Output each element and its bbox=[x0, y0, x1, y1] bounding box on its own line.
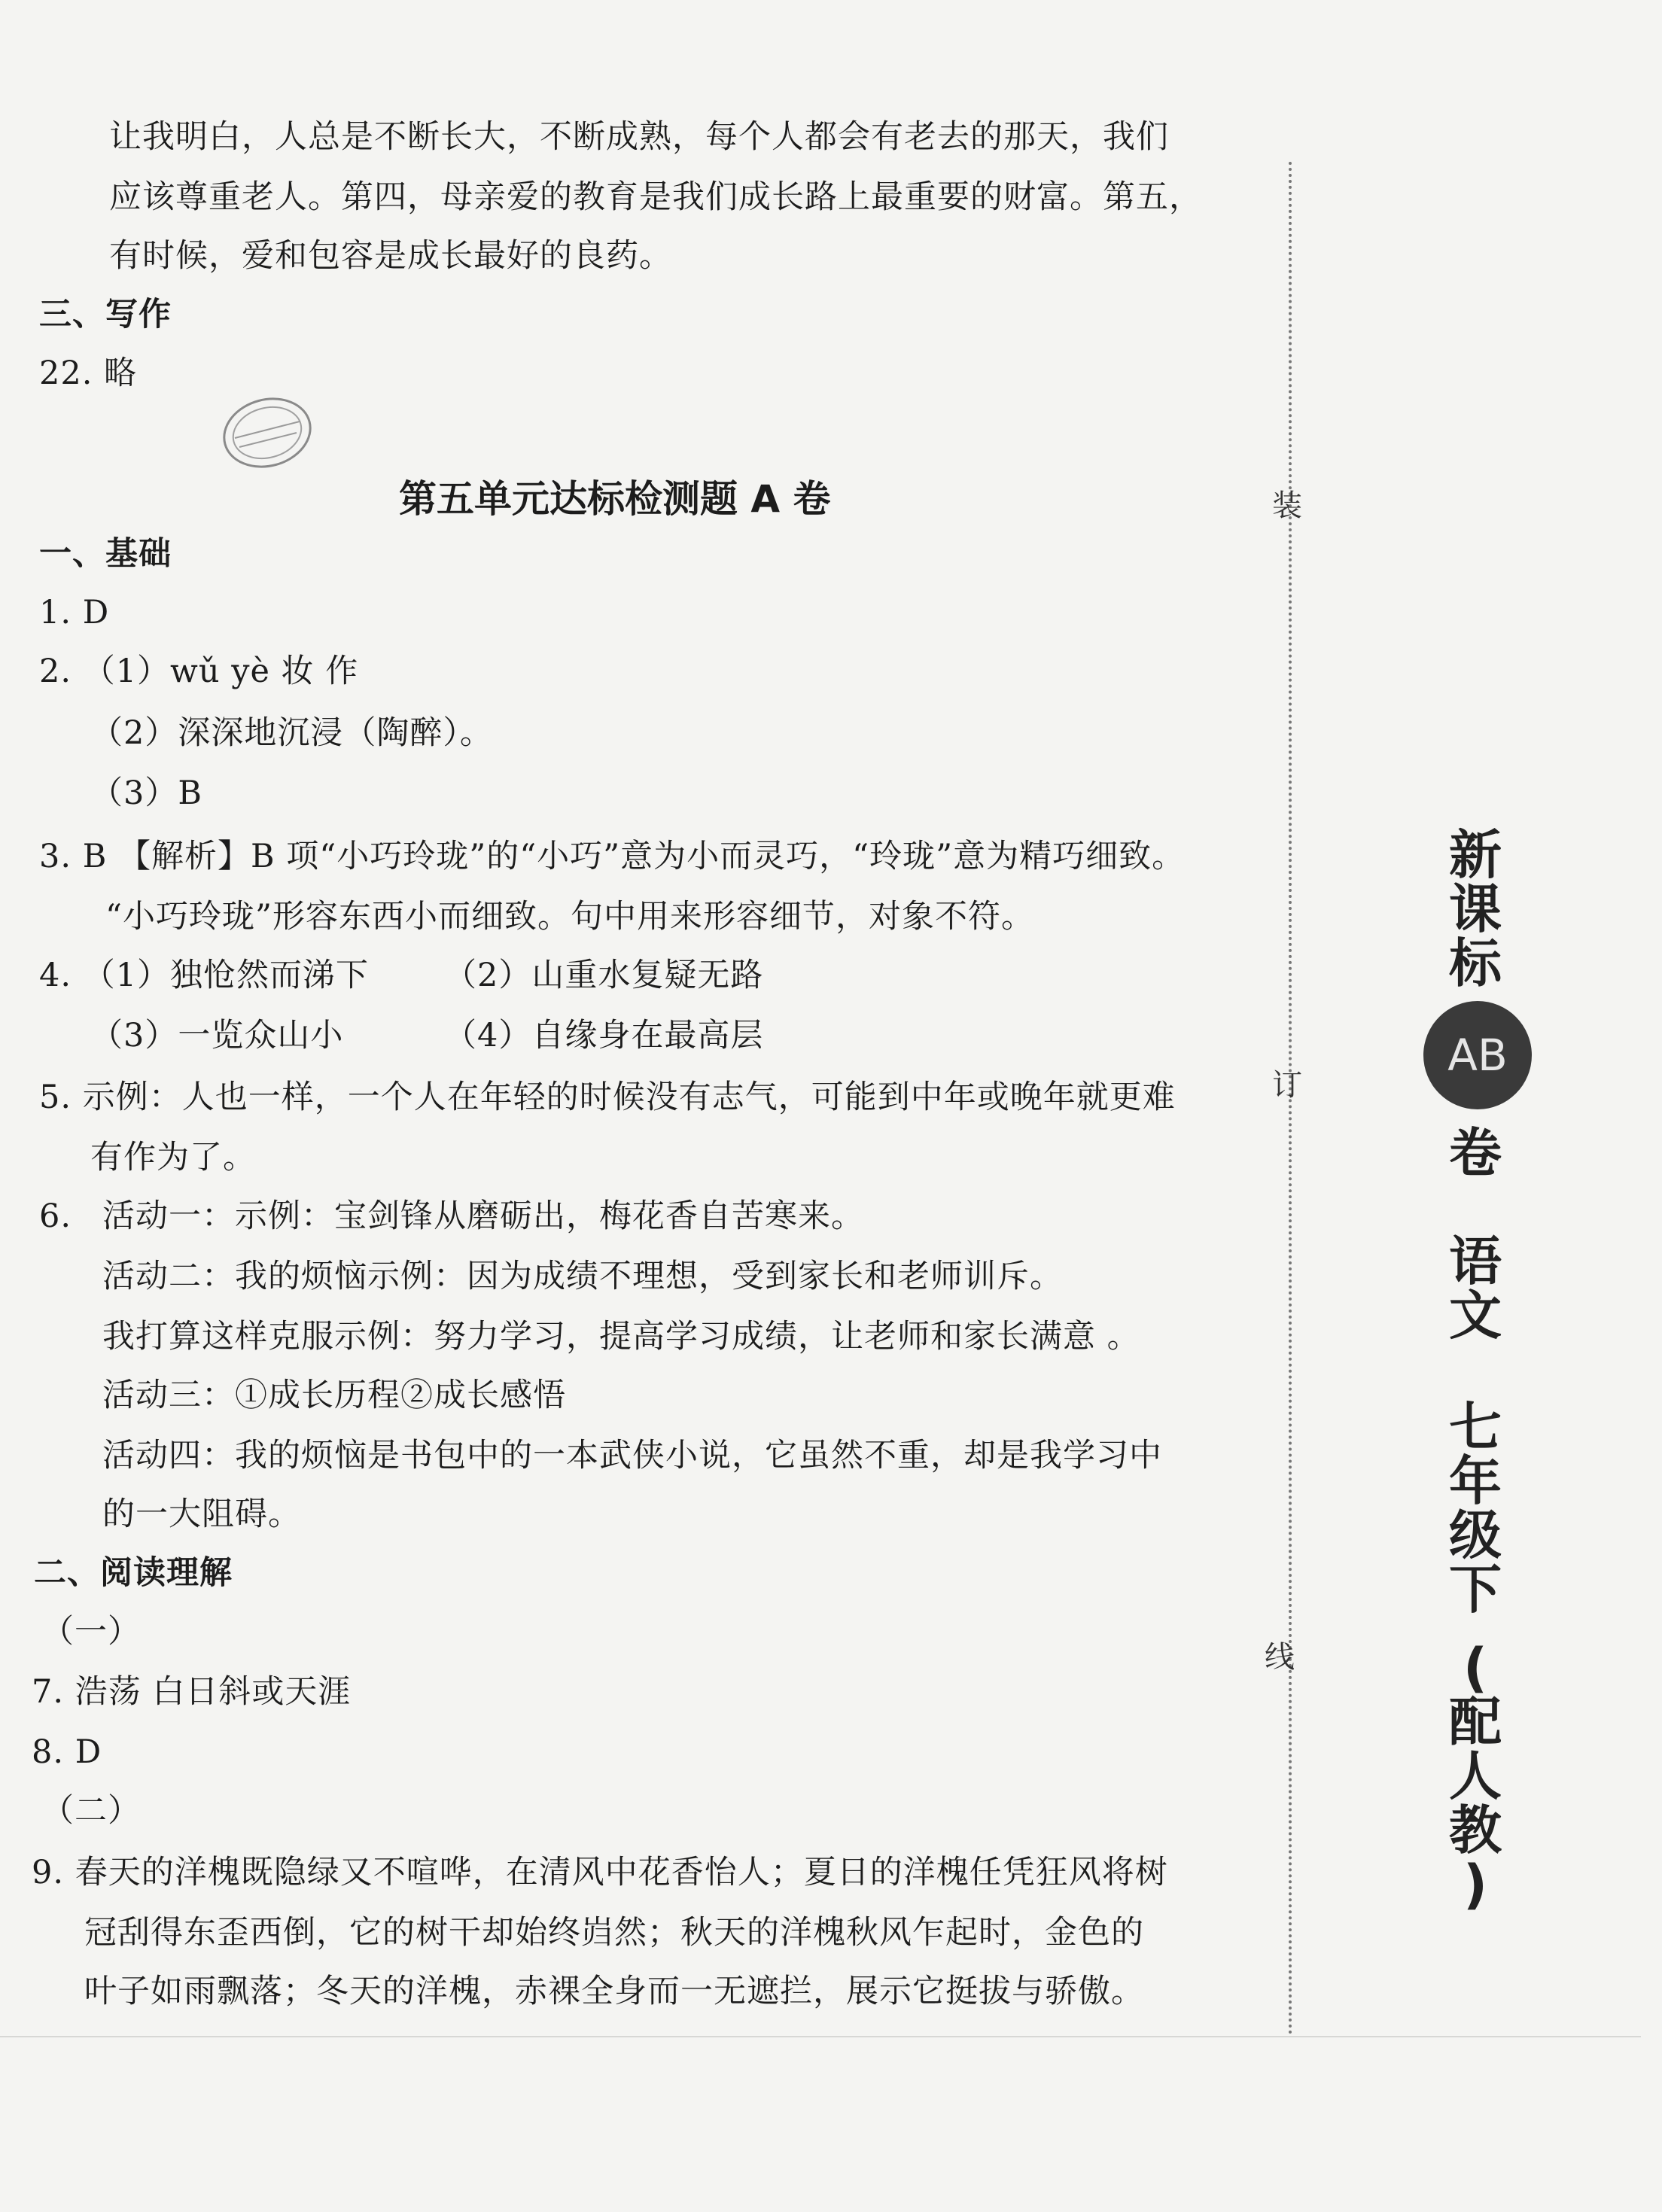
answer-item: （3）一览众山小 bbox=[90, 1017, 344, 1054]
answer-item: 7. 浩荡 白日斜或天涯 bbox=[32, 1673, 352, 1711]
binding-mark: 订 bbox=[1272, 1068, 1302, 1103]
sidebar-char: 课 bbox=[1449, 878, 1502, 940]
sidebar-grade bbox=[1430, 1396, 1520, 1620]
answer-item: 9. 春天的洋槐既隐绿又不喧哗，在清风中花香怡人；夏日的洋槐任凭狂风将树 bbox=[32, 1854, 1168, 1891]
section-heading: 二、阅读理解 bbox=[34, 1554, 233, 1592]
answer-item: 的一大阻碍。 bbox=[102, 1495, 301, 1533]
sidebar-char: 卷 bbox=[1449, 1122, 1502, 1184]
section-heading: 三、写作 bbox=[39, 296, 172, 333]
sidebar-subject bbox=[1430, 1231, 1520, 1346]
answer-item: 冠刮得东歪西倒，它的树干却始终岿然；秋天的洋槐秋风乍起时，金色的 bbox=[84, 1914, 1144, 1952]
answer-item: 22. 略 bbox=[39, 354, 138, 392]
sidebar-char: 文 bbox=[1449, 1285, 1502, 1346]
sidebar-char: 人 bbox=[1449, 1745, 1502, 1807]
answer-item: （3）B bbox=[90, 774, 202, 812]
sidebar-char: 下 bbox=[1449, 1559, 1502, 1620]
sidebar-edition bbox=[1430, 1637, 1520, 1915]
answer-item: 4. （1）独怆然而涕下 bbox=[39, 957, 370, 994]
footer-divider bbox=[0, 2036, 1641, 2037]
answer-item: 活动一：示例：宝剑锋从磨砺出，梅花香自苦寒来。 bbox=[102, 1197, 864, 1235]
binding-mark: 装 bbox=[1272, 488, 1302, 523]
sidebar-char: ( bbox=[1463, 1637, 1487, 1699]
sidebar-brand bbox=[1430, 824, 1520, 994]
binding-mark: 线 bbox=[1265, 1640, 1295, 1675]
sidebar-char: ) bbox=[1463, 1854, 1487, 1915]
answer-item-number: 6. bbox=[39, 1197, 72, 1235]
subsection-label: （一） bbox=[41, 1613, 141, 1651]
answer-item: 活动二：我的烦恼示例：因为成绩不理想，受到家长和老师训斥。 bbox=[102, 1258, 1063, 1295]
section-heading: 一、基础 bbox=[39, 535, 172, 573]
text-line: 应该尊重老人。第四，母亲爱的教育是我们成长路上最重要的财富。第五， bbox=[109, 178, 1202, 216]
sidebar-juan bbox=[1430, 1122, 1520, 1184]
answer-item: 5. 示例：人也一样，一个人在年轻的时候没有志气，可能到中年或晚年就更难 bbox=[39, 1079, 1176, 1116]
text-line: 有时候，爱和包容是成长最好的良药。 bbox=[109, 237, 672, 275]
homework-stamp-icon bbox=[218, 391, 316, 474]
answer-item: 叶子如雨飘落；冬天的洋槐，赤裸全身而一无遮拦，展示它挺拔与骄傲。 bbox=[84, 1973, 1144, 2010]
answer-item: 8. D bbox=[32, 1733, 102, 1771]
sidebar-char: 七 bbox=[1449, 1396, 1502, 1458]
answer-item: （2）深深地沉浸（陶醉）。 bbox=[90, 714, 493, 752]
answer-item: 3. B 【解析】B 项“小巧玲珑”的“小巧”意为小而灵巧，“玲珑”意为精巧细致。 bbox=[39, 838, 1186, 875]
subsection-label: （二） bbox=[41, 1792, 141, 1830]
ab-badge: AB bbox=[1423, 1001, 1532, 1109]
sidebar-char: 年 bbox=[1449, 1450, 1502, 1512]
answer-item: 2. （1）wǔ yè 妆 作 bbox=[39, 653, 359, 690]
sidebar-char: 配 bbox=[1449, 1691, 1502, 1753]
answer-item: （2）山重水复疑无路 bbox=[444, 957, 764, 994]
answer-item: “小巧玲珑”形容东西小而细致。句中用来形容细节，对象不符。 bbox=[105, 898, 1034, 936]
answer-item: 1. D bbox=[39, 594, 110, 631]
answer-item: 有作为了。 bbox=[90, 1139, 256, 1176]
answer-item: 活动三：①成长历程②成长感悟 bbox=[102, 1377, 566, 1414]
page-title: 第五单元达标检测题 A 卷 bbox=[399, 477, 831, 521]
answer-item: 我打算这样克服示例：努力学习，提高学习成绩，让老师和家长满意 。 bbox=[102, 1318, 1140, 1355]
sidebar-char: 标 bbox=[1449, 933, 1502, 994]
answer-item: 活动四：我的烦恼是书包中的一本武侠小说，它虽然不重，却是我学习中 bbox=[102, 1437, 1162, 1474]
sidebar-char: 新 bbox=[1449, 824, 1502, 886]
sidebar-char: 教 bbox=[1449, 1800, 1502, 1861]
answer-item: （4）自缘身在最高层 bbox=[444, 1017, 764, 1054]
sidebar-char: 语 bbox=[1449, 1231, 1502, 1292]
sidebar-char: 级 bbox=[1449, 1505, 1502, 1566]
text-line: 让我明白，人总是不断长大，不断成熟，每个人都会有老去的那天，我们 bbox=[109, 118, 1169, 156]
